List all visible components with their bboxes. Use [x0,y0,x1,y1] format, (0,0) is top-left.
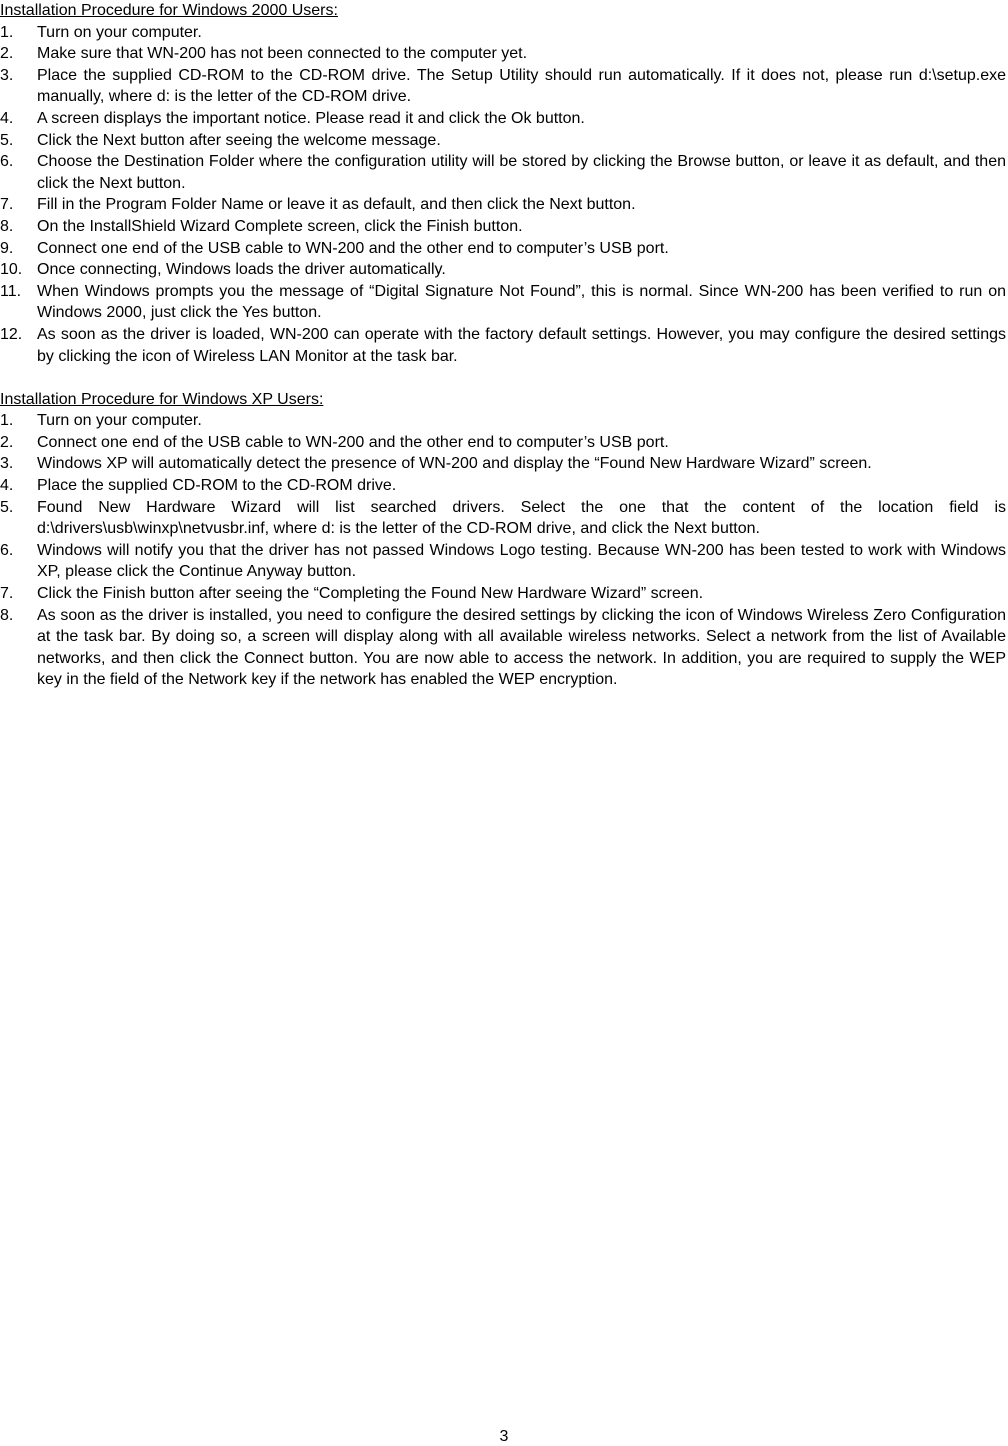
step-number: 4. [0,109,14,127]
step-number: 8. [0,217,14,235]
section-heading: Installation Procedure for Windows 2000 Users: [0,2,338,19]
list-item [0,194,1006,216]
step-number: 7. [0,585,14,603]
step-text: Fill in the Program Folder Name or leave it as default, and then click the Next button. [37,196,636,214]
list-item [0,540,1006,583]
list-item [0,216,1006,238]
list-item [0,410,1006,432]
step-number: 5. [0,498,14,516]
step-number: 8. [0,606,14,624]
step-number: 6. [0,153,14,171]
section-windows-2000 [0,0,1006,367]
section-windows-xp [0,389,1006,691]
steps-list [0,410,1006,691]
step-text: When Windows prompts you the message of “Digital Signature Not Found”, this is normal. Since WN-200 has been verified to run on Windows 2000, just click the Yes button. [37,282,1006,322]
step-number: 1. [0,23,14,41]
step-number: 12. [0,325,23,343]
list-item [0,324,1006,367]
step-text: Turn on your computer. [37,23,202,41]
list-item [0,108,1006,130]
step-number: 9. [0,239,14,257]
step-text: Click the Finish button after seeing the “Completing the Found New Hardware Wizard” screen. [37,585,704,603]
list-item [0,475,1006,497]
step-number: 3. [0,66,14,84]
step-text: Found New Hardware Wizard will list searched drivers. Select the one that the content of the location field is d:\drivers\usb\winxp\netvusbr.inf, where d: is the letter of the CD-ROM drive, and click the Next button. [37,498,1006,538]
list-item [0,259,1006,281]
list-item [0,151,1006,194]
step-text: As soon as the driver is loaded, WN-200 can operate with the factory default settings. However, you may configure the desired settings by clicking the icon of Wireless LAN Monitor at the task bar. [37,325,1006,365]
step-text: Turn on your computer. [37,412,202,430]
list-item [0,130,1006,152]
step-text: Choose the Destination Folder where the configuration utility will be stored by clicking the Browse button, or leave it as default, and then click the Next button. [37,153,1006,192]
step-number: 2. [0,433,14,451]
step-text: Place the supplied CD-ROM to the CD-ROM drive. [37,477,397,495]
step-text: Connect one end of the USB cable to WN-200 and the other end to computer’s USB port. [37,239,669,257]
page-number: 3 [499,1428,509,1445]
step-number: 7. [0,196,14,214]
step-text: Connect one end of the USB cable to WN-200 and the other end to computer’s USB port. [37,433,669,451]
document-page [0,0,1006,691]
list-item [0,65,1006,108]
step-number: 5. [0,131,14,149]
list-item [0,605,1006,691]
step-number: 11. [0,282,22,300]
step-text: Click the Next button after seeing the welcome message. [37,131,441,149]
step-text: Once connecting, Windows loads the driver automatically. [37,261,446,279]
step-text: Place the supplied CD-ROM to the CD-ROM drive. The Setup Utility should run automatically. If it does not, please run d:\setup.exe manually, where d: is the letter of the CD-ROM drive. [37,66,1006,106]
list-item [0,238,1006,260]
list-item [0,43,1006,65]
list-item [0,583,1006,605]
step-text: Windows will notify you that the driver has not passed Windows Logo testing. Because WN-200 has been tested to work with Windows XP, please click the Continue Anyway button. [37,541,1006,581]
step-number: 2. [0,45,14,63]
step-number: 10. [0,261,23,279]
section-heading: Installation Procedure for Windows XP Users: [0,390,324,408]
step-number: 4. [0,477,14,495]
step-text: Windows XP will automatically detect the presence of WN-200 and display the “Found New Hardware Wizard” screen. [37,455,872,473]
step-text: As soon as the driver is installed, you need to configure the desired settings by clicking the icon of Windows Wireless Zero Configuration at the task bar. By doing so, a screen will display along with all available wireless networks. Select a network from the list of Available networks, and then click the Connect button. You are now able to access the network. In addition, you are required to supply the WEP key in the field of the Network key if the network has enabled the WEP encryption. [37,606,1006,689]
list-item [0,497,1006,540]
list-item [0,281,1006,324]
step-number: 1. [0,412,14,430]
step-number: 3. [0,455,14,473]
list-item [0,453,1006,475]
list-item [0,432,1006,454]
step-number: 6. [0,541,14,559]
steps-list [0,22,1006,368]
step-text: Make sure that WN-200 has not been connected to the computer yet. [37,45,528,63]
step-text: On the InstallShield Wizard Complete screen, click the Finish button. [37,217,523,235]
list-item [0,22,1006,44]
step-text: A screen displays the important notice. Please read it and click the Ok button. [37,109,585,127]
